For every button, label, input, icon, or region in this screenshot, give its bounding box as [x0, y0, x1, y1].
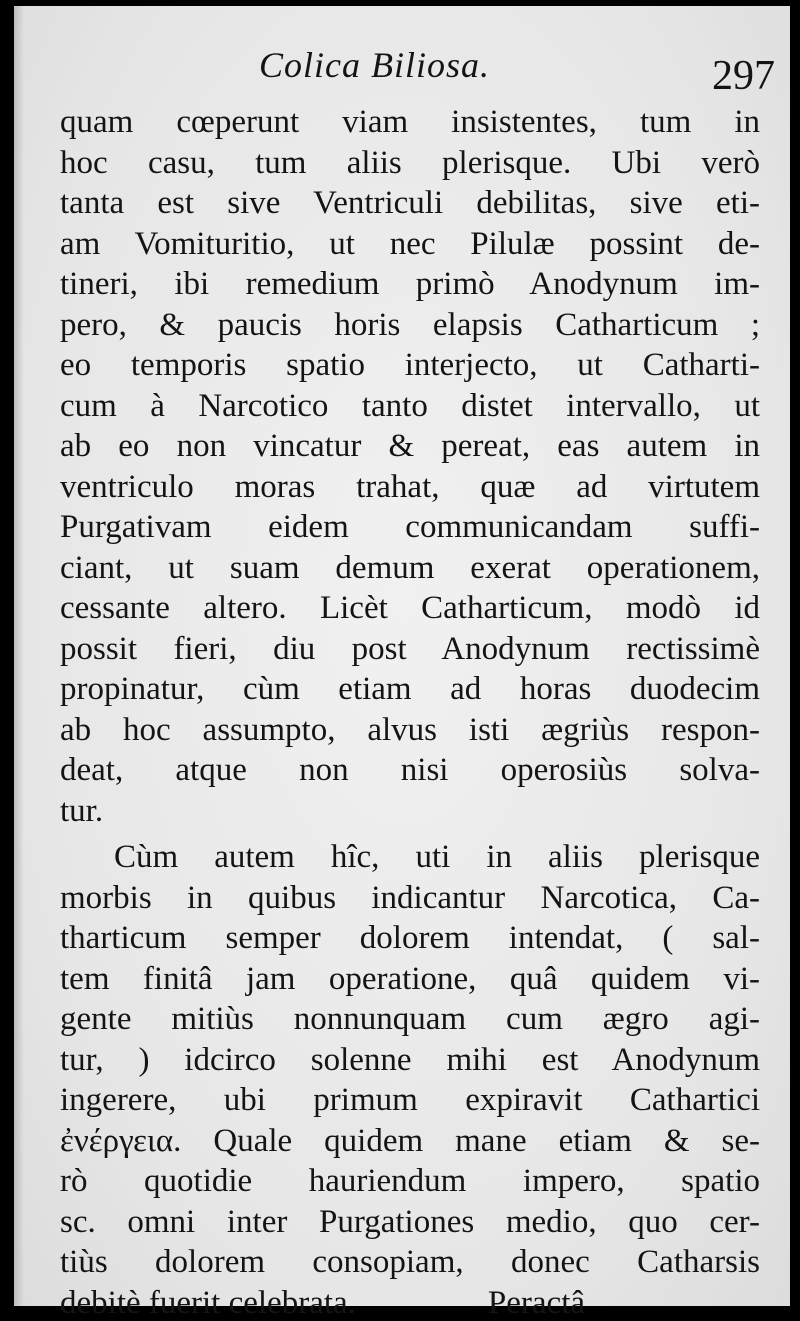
text-line: tem finitâ jam operatione, quâ quidem vi-	[60, 960, 760, 997]
binding-edge	[14, 6, 24, 1306]
text-line: ab hoc assumpto, alvus isti ægriùs respon-	[60, 711, 760, 748]
text-line: hoc casu, tum aliis plerisque. Ubi verò	[60, 144, 760, 181]
text-line: rò quotidie hauriendum impero, spatio	[60, 1163, 760, 1199]
text-line: sc. omni inter Purgationes medio, quo cer-	[60, 1203, 760, 1240]
page-header	[14, 44, 790, 100]
paragraph-2	[60, 837, 760, 1321]
text-line: cessante altero. Licèt Catharticum, modò id	[60, 590, 760, 626]
text-line: debitè fuerit celebrata. Peractâ	[60, 1284, 586, 1321]
page-number: 297	[712, 53, 775, 99]
text-line: quam cœperunt viam insistentes, tum in	[60, 104, 760, 140]
text-line: ventriculo moras trahat, quæ ad virtutem	[60, 468, 760, 505]
body-text	[60, 102, 760, 1321]
text-line: ἐνέργεια. Quale quidem mane etiam & se-	[60, 1122, 760, 1159]
text-line: ciant, ut suam demum exerat operationem,	[60, 549, 760, 586]
text-line: tineri, ibi remedium primò Anodynum im-	[60, 266, 760, 302]
text-line: Purgativam eidem communicandam suffi-	[60, 509, 760, 545]
text-line: tanta est sive Ventriculi debilitas, sive eti-	[60, 185, 760, 221]
text-line: cum à Narcotico tanto distet intervallo, ut	[60, 387, 760, 424]
text-line: ab eo non vincatur & pereat, eas autem in	[60, 428, 760, 464]
text-line: morbis in quibus indicantur Narcotica, Ca-	[60, 879, 760, 916]
text-line: eo temporis spatio interjecto, ut Catharti-	[60, 347, 760, 383]
text-line: ingerere, ubi primum expiravit Cathartici	[60, 1082, 760, 1118]
text-line: tiùs dolorem consopiam, donec Catharsis	[60, 1244, 760, 1280]
text-line: tur.	[60, 792, 104, 829]
text-line: possit fieri, diu post Anodynum rectissimè	[60, 630, 760, 667]
text-line: pero, & paucis horis elapsis Catharticum ;	[60, 306, 760, 343]
paragraph-1	[60, 102, 760, 831]
text-line: gente mitiùs nonnunquam cum ægro agi-	[60, 1001, 760, 1037]
text-line: Cùm autem hîc, uti in aliis plerisque	[114, 839, 760, 875]
text-line: tur, ) idcirco solenne mihi est Anodynum	[60, 1041, 760, 1078]
text-line: propinatur, cùm etiam ad horas duodecim	[60, 671, 760, 707]
text-line: am Vomituritio, ut nec Pilulæ possint de-	[60, 225, 760, 262]
running-head: Colica Biliosa.	[259, 45, 490, 85]
text-line: tharticum semper dolorem intendat, ( sal-	[60, 920, 760, 956]
text-line: deat, atque non nisi operosiùs solva-	[60, 752, 760, 788]
book-page	[14, 6, 790, 1321]
